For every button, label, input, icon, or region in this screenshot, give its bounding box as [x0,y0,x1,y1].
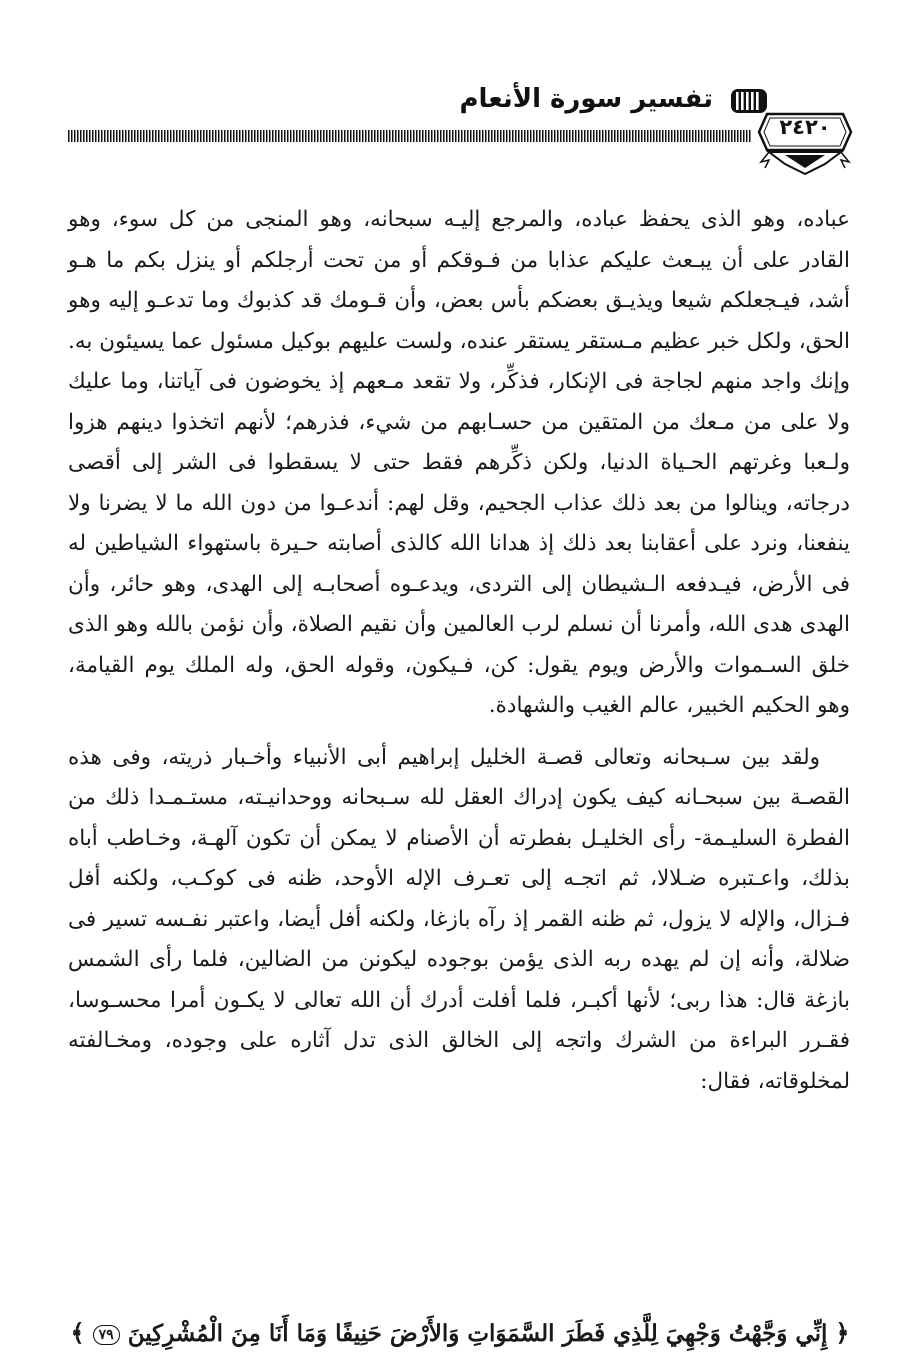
page-header [0,0,921,200]
header-rule [68,130,752,142]
page-number: ٢٤٢٠ [779,115,831,139]
paragraph: ولقد بين سـبحانه وتعالى قصـة الخليل إبراهيم أبى الأنبياء وأخـبار ذريته، وفى هذه القصـة بين سبحـانه كيف يكون إدراك العقل لله سـبحانه ووحدانيـته، مستـمـدا ذلك من الفطرة السليـمة- رأى الخليـل بفطرته أن الأصنام لا يمكن أن تكون آلهـة، وخـاطب أباه بذلك، واعـتبره ضـلالا، ثم اتجـه إلى تعـرف الإله الأوحد، ظنه فى كوكـب، ولكنه أفل فـزال، والإله لا يزول، ثم ظنه القمر إذ رآه بازغا، ولكنه أفل أيضا، واعتبر نفـسه تسير فى ضلالة، وأنه إن لم يهده ربه الذى يؤمن بوجوده ليكونن من الضالين، فلما رأى الشمس بازغة قال: هذا ربى؛ لأنها أكبـر، فلما أفلت أدرك أن الله تعالى لا يكـون أمرا محسـوسا، فقـرر البراءة من الشرك واتجه إلى الخالق الذى تدل آثاره على وجوده، ومخـالفته لمخلوقاته، فقال: [68,744,850,1094]
verse-number: ٧٩ [93,1325,120,1345]
paragraph: عباده، وهو الذى يحفظ عباده، والمرجع إليـه سبحانه، وهو المنجى من كل سوء، وهو القادر على أن يبـعث عليكم عذابا من فـوقكم أو من تحت أرجلكم أو ينزل بكم ما هـو أشد، فيـجعلكم شيعا ويذيـق بعضكم بأس بعض، وأن قـومك قد كذبوك وما تدعـو إليه وهو الحق، ولكل خبر عظيم مـستقر يستقر عنده، ولست عليهم بوكيل مسئول عما يسيئون به. وإنك واجد منهم لجاجة فى الإنكار، فذكِّر، ولا تقعد مـعهم إذ يخوضون فى آياتنا، وما عليك ولا على من مـعك من المتقين من حسـابهم من شيء، فذرهم؛ لأنهم اتخذوا دينهم هزوا ولـعبا وغرتهم الحـياة الدنيا، ولكن ذكِّرهم فقط حتى لا يسقطوا فى الشر إلى أقصى درجاته، وينالوا من بعد ذلك عذاب الجحيم، وقل لهم: أندعـوا من دون الله ما لا يضرنا ولا ينفعنا، ونرد على أعقابنا بعد ذلك إذ هدانا الله كالذى أصابته حـيرة باستهواء الشياطين له فى الأرض، فيـدفعه الـشيطان إلى التردى، ويدعـوه أصحابـه إلى الهدى، وهو حائر، وأن الهدى هدى الله، وأمرنا أن نسلم لرب العالمين وأن نقيم الصلاة، وأن نؤمن بالله وهو الذى خلق السـموات والأرض ويوم يقول: كن، فـيكون، وقوله الحق، وله الملك يوم القيامة، وهو الحكيم الخبير، عالم الغيب والشهادة. [68,207,850,718]
verse-close-bracket: ﴾ [70,1318,85,1347]
quran-verse [60,1318,860,1347]
running-title: تفسير سورة الأنعام [459,84,713,114]
verse-text: إِنِّي وَجَّهْتُ وَجْهِيَ لِلَّذِي فَطَرَ السَّمَوَاتِ وَالأَرْضَ حَنِيفًا وَمَا أَنَا مِنَ الْمُشْرِكِينَ [127,1320,828,1347]
body-text [68,200,850,1102]
verse-open-bracket: ﴿ [835,1318,850,1347]
